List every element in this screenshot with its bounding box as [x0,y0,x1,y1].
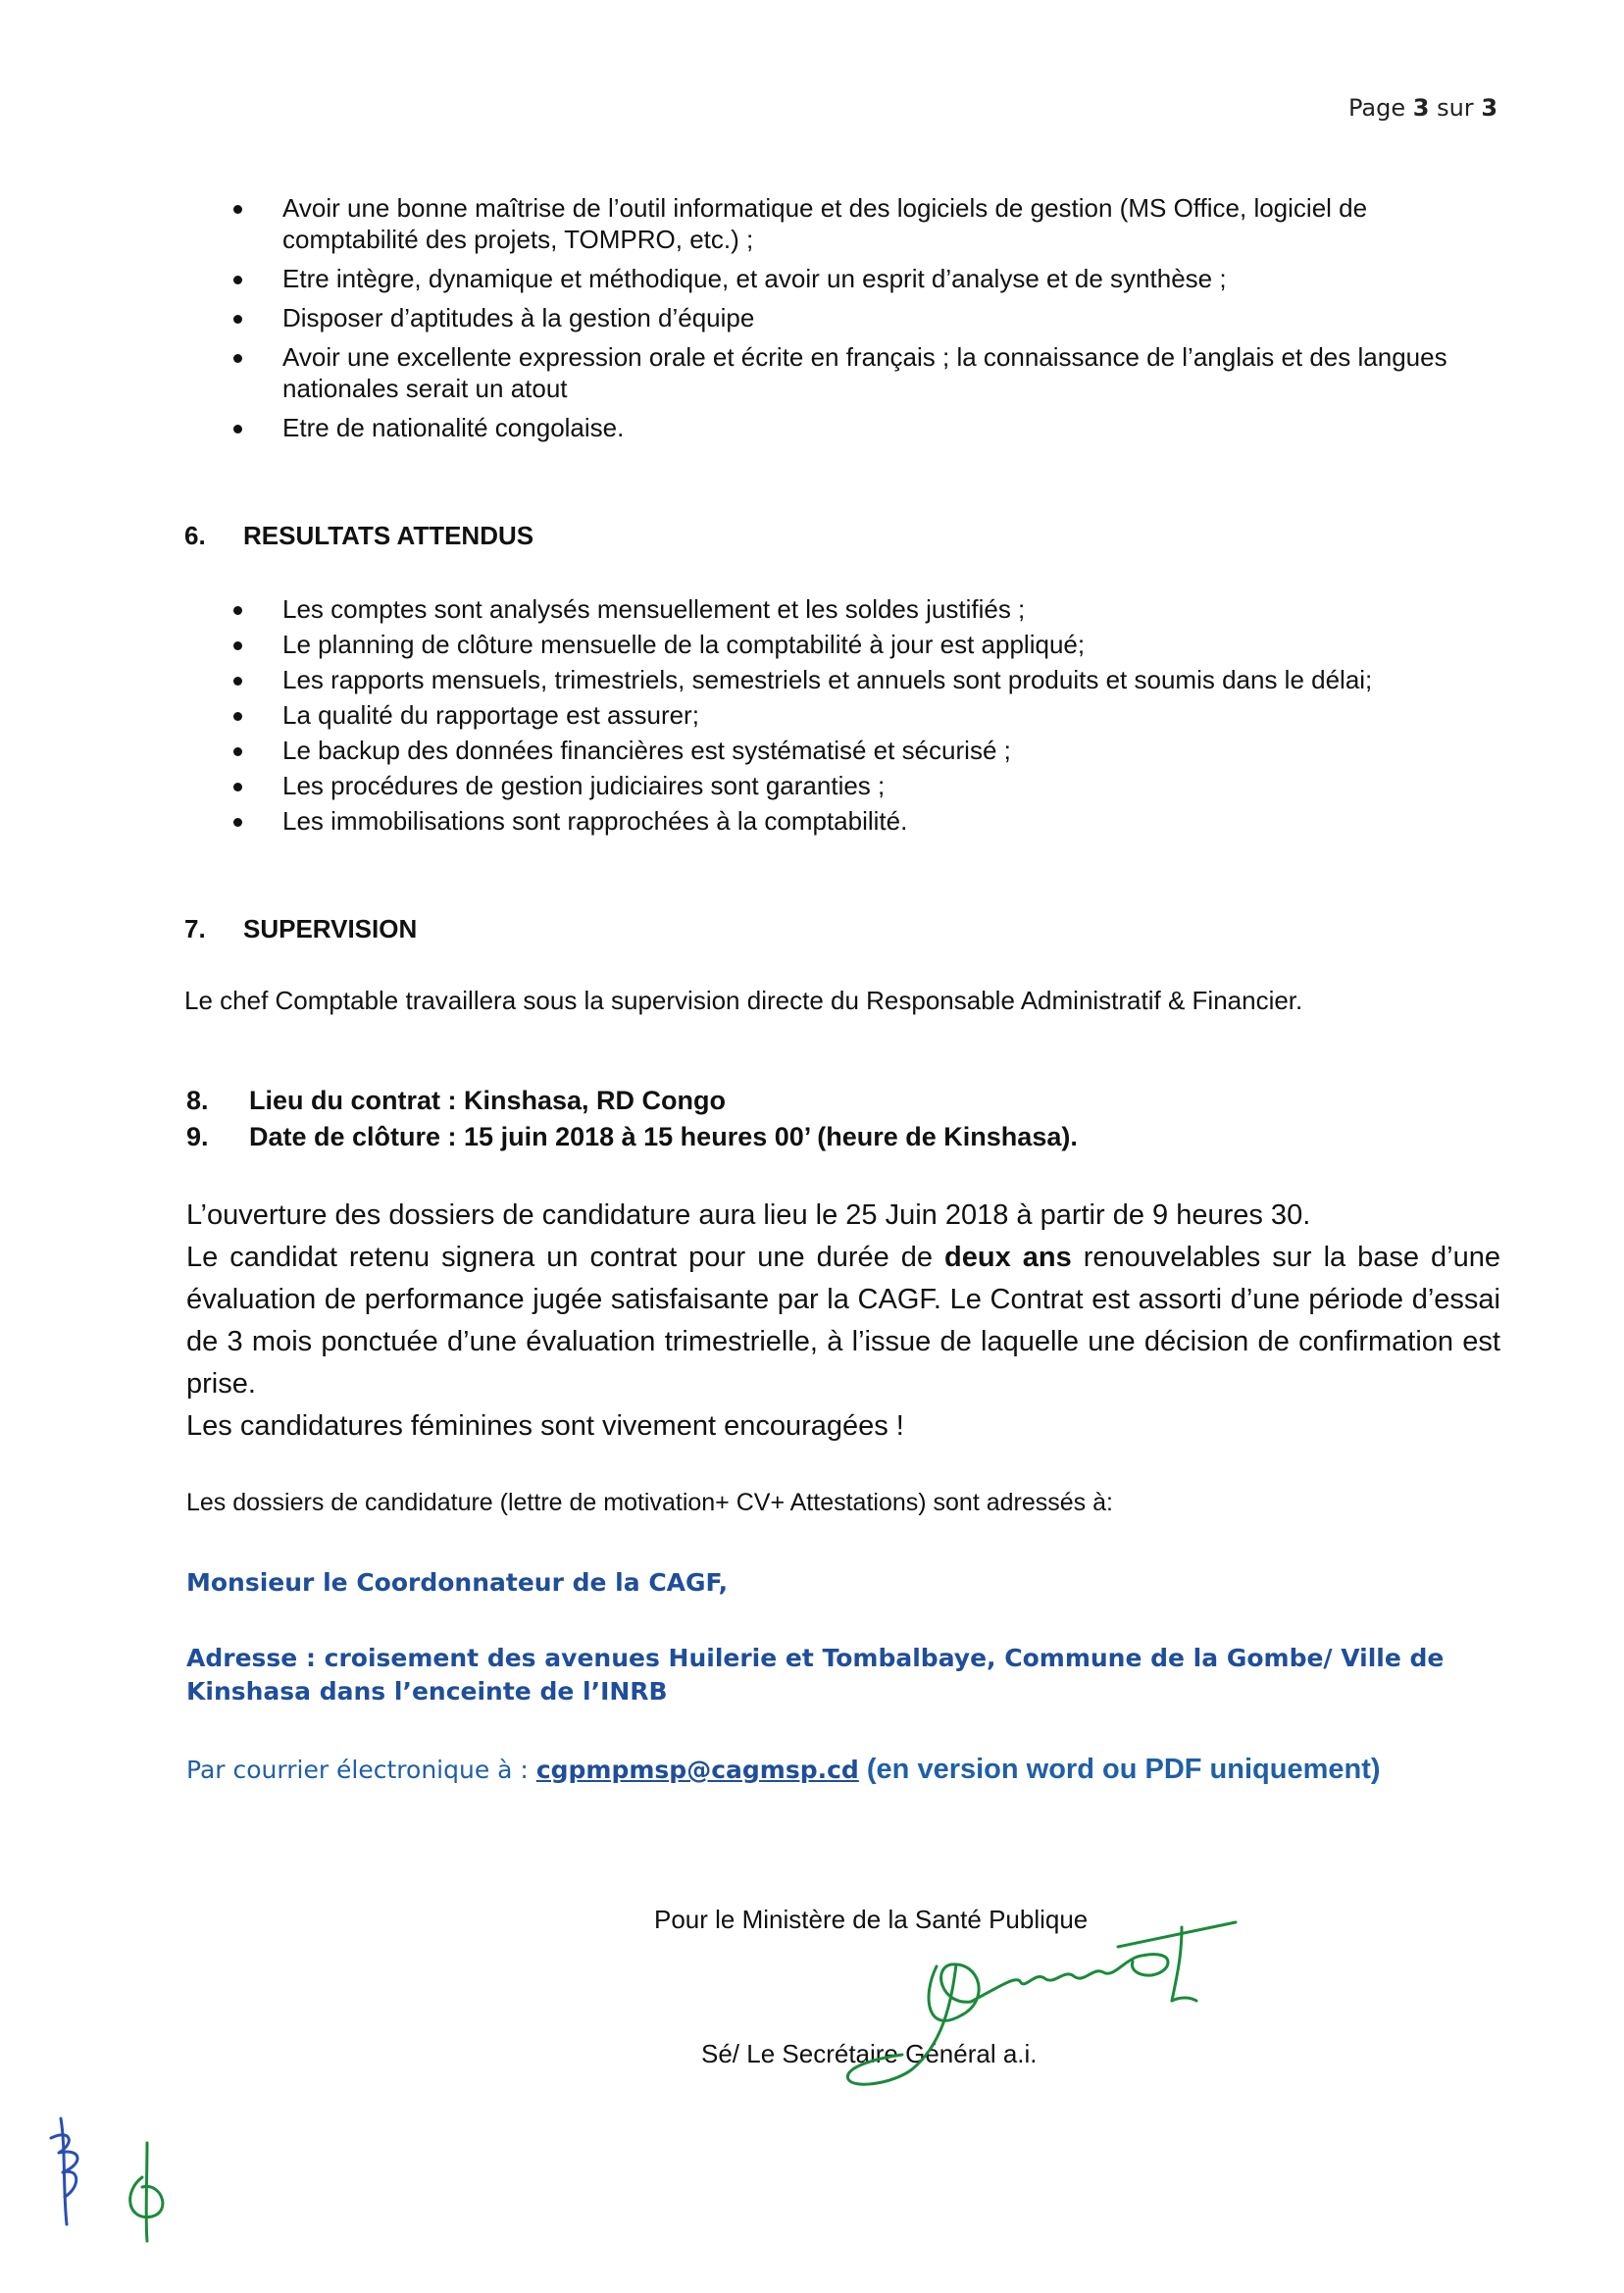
section-title: SUPERVISION [243,914,418,943]
women-encouraged-text: Les candidatures féminines sont vivement encouragées ! [186,1410,904,1442]
list-item: Le planning de clôture mensuelle de la comptabilité à jour est appliqué; [228,629,1404,660]
initials-green [118,2138,196,2246]
list-item: Les comptes sont analysés mensuellement et les soldes justifiés ; [228,593,1404,625]
contract-terms-text [186,1237,1500,1405]
contract-duration: deux ans [944,1242,1072,1273]
contract-location [186,1086,726,1116]
application-intro: Les dossiers de candidature (lettre de motivation+ CV+ Attestations) sont adressés à: [186,1489,1113,1516]
contract-terms-part: Le candidat retenu signera un contrat pour une durée de [186,1242,945,1273]
list-item: Avoir une excellente expression orale et écrite en français ; la connaissance de l’anglais et des langues nationales serait un atout [228,341,1502,404]
page-sep: sur [1437,94,1474,122]
signature-line-2: Sé/ Le Secrétaire Général a.i. [701,2039,1038,2068]
list-item: Etre de nationalité congolaise. [228,412,1502,443]
list-item: Le backup des données financières est systématisé et sécurisé ; [228,735,1404,766]
closing-paragraphs [186,1195,1500,1448]
contract-terms-part: renouvelables sur la base d’une évaluation de performance jugée satisfaisante par la CAGF. Le Contrat est assorti d’une période d’essai de 3 mois ponctuée d’une évaluation trimestrielle, à l’issue de laquelle une décision de confirmation est prise. [186,1242,1500,1400]
supervision-text: Le chef Comptable travaillera sous la supervision directe du Responsable Administratif & Financier. [184,986,1303,1015]
email-note: (en version word ou PDF uniquement) [858,1754,1381,1785]
addressee: Monsieur le Coordonnateur de la CAGF, [186,1568,729,1597]
results-list [228,593,1404,841]
email-link[interactable]: cgpmpmsp@cagmsp.cd [535,1756,859,1784]
page-label: Page [1348,94,1406,122]
section-title: RESULTATS ATTENDUS [243,521,534,550]
list-item: Avoir une bonne maîtrise de l’outil informatique et des logiciels de gestion (MS Office, logiciel de comptabilité des projets, TOMPRO, etc.) ; [228,192,1502,255]
page-current: 3 [1412,94,1430,122]
section-number: 7. [184,914,206,943]
list-item: Les rapports mensuels, trimestriels, semestriels et annuels sont produits et soumis dans le délai; [228,664,1404,695]
closing-date-text: Date de clôture : 15 juin 2018 à 15 heures 00’ (heure de Kinshasa). [249,1122,1078,1151]
requirements-list [228,192,1502,451]
list-item: Les immobilisations sont rapprochées à la comptabilité. [228,805,1404,837]
address: Adresse : croisement des avenues Huilerie et Tombalbaye, Commune de la Gombe/ Ville de Kinshasa dans l’enceinte de l’INRB [186,1644,1445,1706]
page-total: 3 [1481,94,1498,122]
list-item: Disposer d’aptitudes à la gestion d’équipe [228,302,1502,333]
section-7-heading [184,914,417,944]
list-item: La qualité du rapportage est assurer; [228,699,1404,731]
section-number: 9. [186,1122,209,1151]
section-6-heading [184,521,533,551]
page-number [1348,94,1497,122]
signature-scribble [843,1908,1236,2104]
section-number: 6. [184,521,206,550]
email-prefix: Par courrier électronique à : [186,1756,536,1784]
opening-date-text: L’ouverture des dossiers de candidature aura lieu le 25 Juin 2018 à partir de 9 heures 30. [186,1199,1311,1231]
list-item: Etre intègre, dynamique et méthodique, et avoir un esprit d’analyse et de synthèse ; [228,263,1502,294]
signature-line-1: Pour le Ministère de la Santé Publique [654,1905,1089,1934]
section-number: 8. [186,1086,209,1115]
email-line [186,1754,1381,1786]
list-item: Les procédures de gestion judiciaires sont garanties ; [228,770,1404,801]
closing-date [186,1122,1078,1152]
contract-location-text: Lieu du contrat : Kinshasa, RD Congo [249,1086,727,1115]
